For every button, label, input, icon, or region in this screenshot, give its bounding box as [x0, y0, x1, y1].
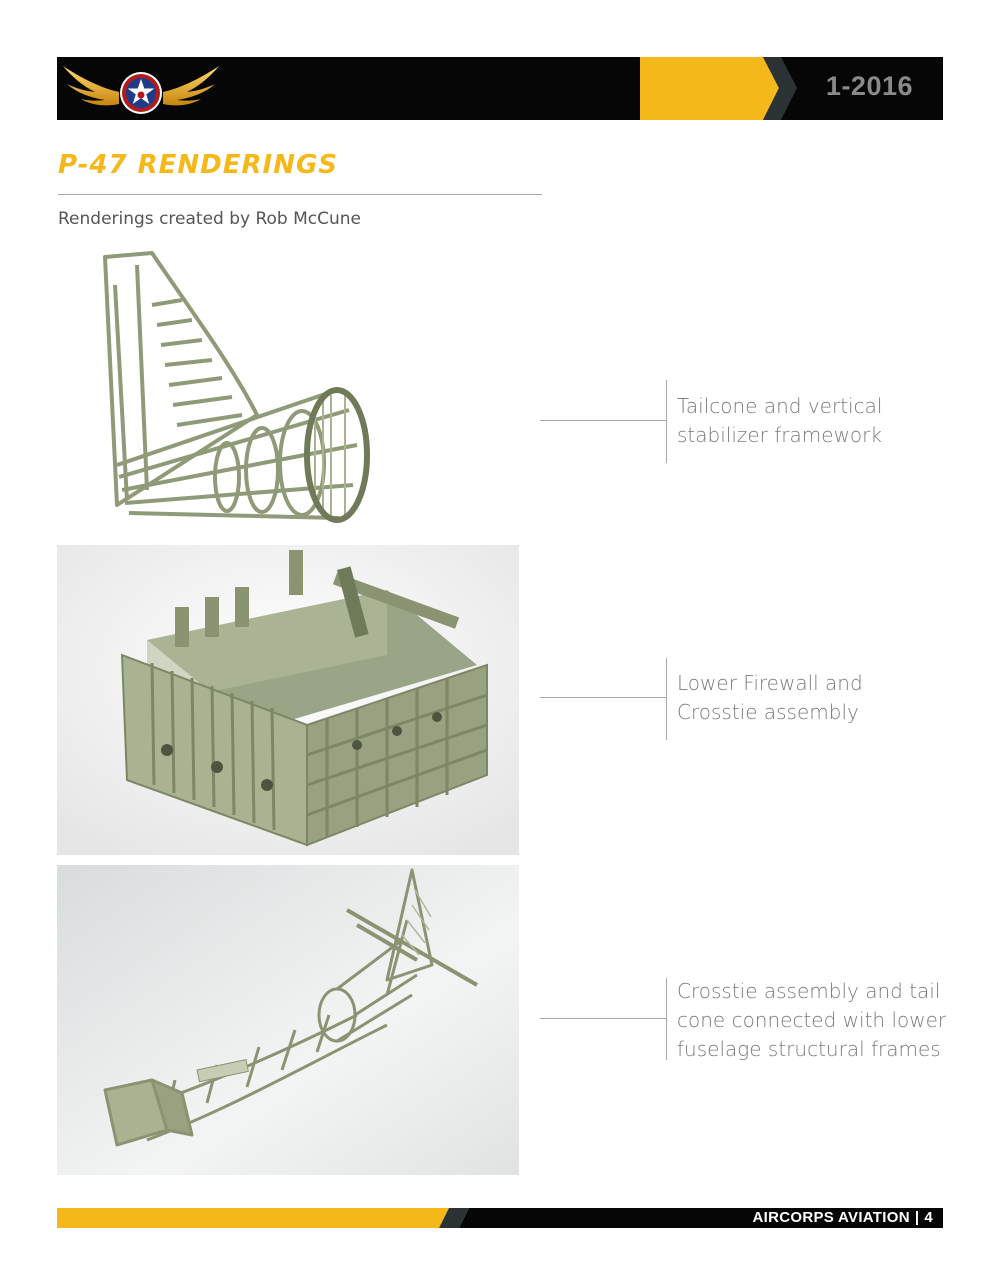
caption-divider — [666, 658, 667, 740]
caption-line: Crosstie assembly and tail — [677, 979, 941, 1003]
caption-line: stabilizer framework — [677, 423, 882, 447]
footer-brand: AIRCORPS AVIATION — [752, 1209, 910, 1226]
firewall-crosstie-rendering-image — [57, 545, 519, 855]
footer-bar — [57, 1206, 943, 1230]
tailcone-rendering-image — [57, 245, 519, 540]
rendering-credit: Renderings created by Rob McCune — [58, 209, 362, 229]
caption-leader-line — [540, 420, 666, 421]
caption-line: Crosstie assembly — [677, 700, 859, 724]
footer-separator: | — [914, 1209, 920, 1226]
caption-divider — [666, 978, 667, 1060]
caption-line: Lower Firewall and — [677, 671, 863, 695]
caption-divider — [666, 380, 667, 463]
page-title: P-47 RENDERINGS — [58, 150, 339, 180]
winged-star-roundel-icon — [61, 60, 221, 118]
caption-firewall — [677, 669, 863, 727]
caption-leader-line — [540, 1018, 666, 1019]
caption-line: Tailcone and vertical — [677, 394, 883, 418]
caption-tailcone — [677, 392, 882, 450]
caption-leader-line — [540, 697, 666, 698]
lower-fuselage-assembly-rendering-image — [57, 865, 519, 1175]
title-divider — [58, 194, 542, 195]
page-number: 4 — [924, 1209, 933, 1226]
caption-line: fuselage structural frames — [677, 1037, 941, 1061]
header-banner — [57, 57, 943, 120]
caption-fuselage — [677, 977, 946, 1064]
issue-number: 1-2016 — [825, 71, 913, 101]
caption-line: cone connected with lower — [677, 1008, 947, 1032]
footer-label — [753, 1209, 933, 1226]
